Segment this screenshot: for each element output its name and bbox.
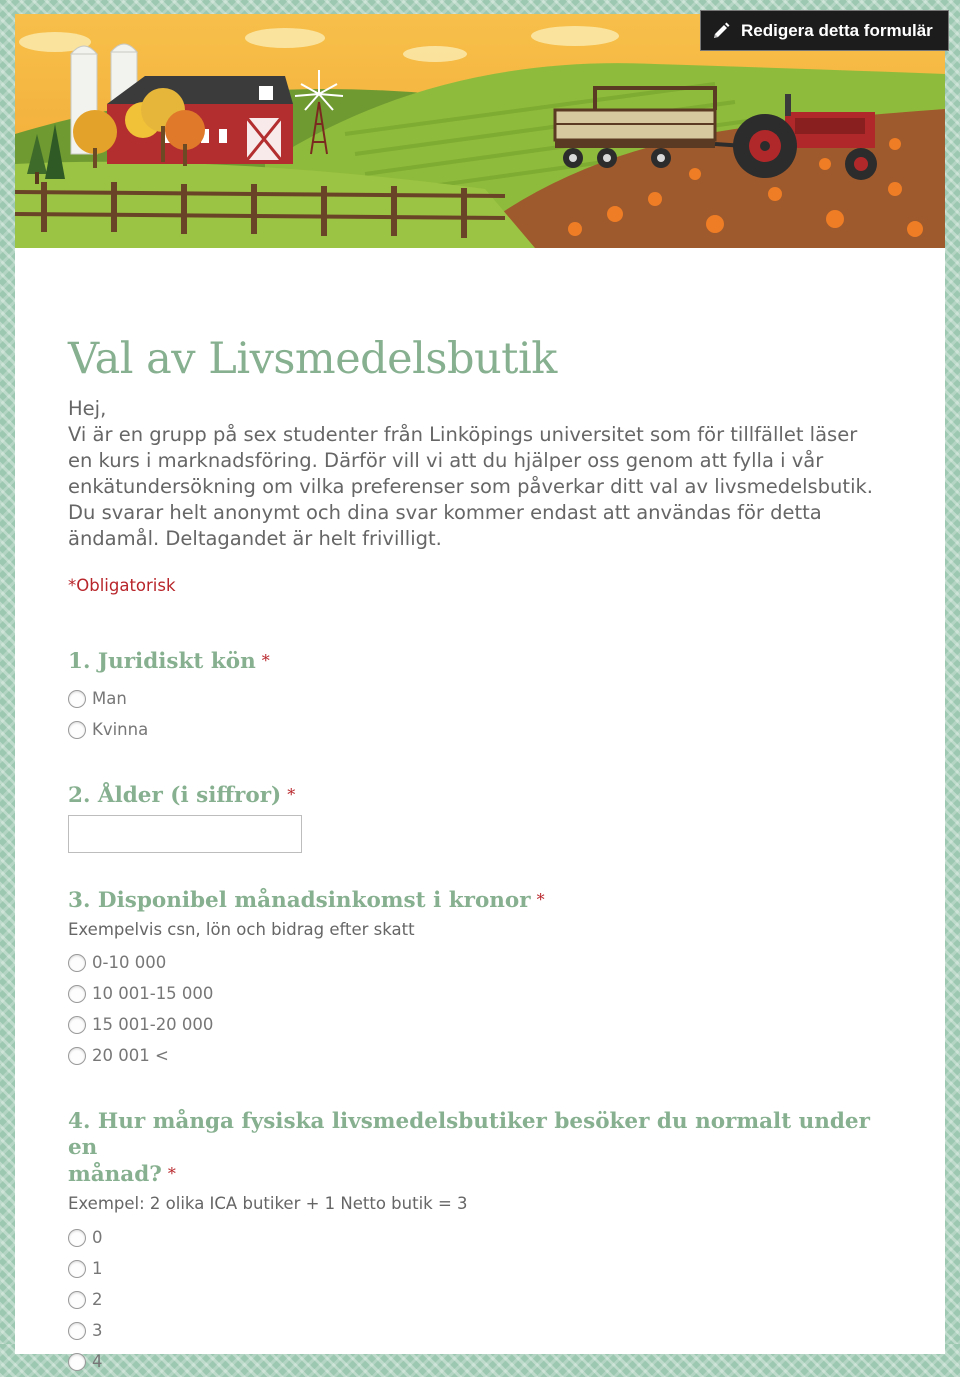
question-title-text: 4. Hur många fysiska livsmedelsbutiker besöker du normalt under en — [68, 1109, 870, 1160]
question-title-text: 1. Juridiskt kön — [68, 649, 256, 674]
question-title-text: månad? — [68, 1162, 162, 1187]
required-star: * — [536, 890, 545, 909]
required-star: * — [167, 1164, 176, 1183]
option-label: 15 001-20 000 — [92, 1015, 214, 1034]
question-store-count — [68, 1109, 898, 1377]
question-age — [68, 782, 898, 853]
option-label: 3 — [92, 1321, 103, 1340]
radio-button[interactable] — [68, 721, 86, 739]
option-label: 1 — [92, 1259, 103, 1278]
required-star: * — [287, 785, 296, 804]
required-star: * — [261, 651, 270, 670]
question-help-text: Exempel: 2 olika ICA butiker + 1 Netto butik = 3 — [68, 1194, 468, 1213]
radio-button[interactable] — [68, 954, 86, 972]
age-input[interactable] — [68, 815, 302, 853]
radio-option-kvinna[interactable] — [68, 714, 898, 745]
question-title — [68, 1109, 898, 1188]
form-card — [15, 14, 945, 1371]
question-title-text: 3. Disponibel månadsinkomst i kronor — [68, 888, 531, 913]
radio-option-count-2[interactable] — [68, 1284, 898, 1315]
form-description — [68, 396, 898, 552]
radio-option-count-3[interactable] — [68, 1315, 898, 1346]
description-line: en kurs i marknadsföring. Därför vill vi att du hjälper oss genom att fylla i vår — [68, 449, 824, 472]
radio-option-income-1[interactable] — [68, 947, 898, 978]
radio-button[interactable] — [68, 1322, 86, 1340]
radio-button[interactable] — [68, 1047, 86, 1065]
radio-button[interactable] — [68, 985, 86, 1003]
radio-button[interactable] — [68, 1291, 86, 1309]
description-line: Hej, — [68, 397, 107, 420]
radio-option-income-2[interactable] — [68, 978, 898, 1009]
radio-option-income-4[interactable] — [68, 1040, 898, 1071]
radio-button[interactable] — [68, 690, 86, 708]
radio-button[interactable] — [68, 1229, 86, 1247]
options-list — [68, 683, 898, 745]
radio-button[interactable] — [68, 1353, 86, 1371]
required-note: *Obligatorisk — [68, 576, 176, 595]
pencil-icon — [711, 21, 731, 41]
edit-form-button[interactable] — [700, 10, 949, 51]
option-label: 0-10 000 — [92, 953, 167, 972]
options-list — [68, 1222, 898, 1377]
options-list — [68, 947, 898, 1071]
option-label: 2 — [92, 1290, 103, 1309]
option-label: Kvinna — [92, 720, 149, 739]
radio-option-income-3[interactable] — [68, 1009, 898, 1040]
radio-option-man[interactable] — [68, 683, 898, 714]
question-income — [68, 887, 898, 1071]
description-line: Vi är en grupp på sex studenter från Linköpings universitet som för tillfället läser — [68, 423, 858, 446]
question-title-text: 2. Ålder (i siffror) — [68, 783, 282, 808]
radio-option-count-1[interactable] — [68, 1253, 898, 1284]
description-line: enkätundersökning om vilka preferenser som påverkar ditt val av livsmedelsbutik. — [68, 475, 873, 498]
option-label: Man — [92, 689, 127, 708]
question-title — [68, 887, 898, 914]
option-label: 0 — [92, 1228, 103, 1247]
question-help-text: Exempelvis csn, lön och bidrag efter skatt — [68, 920, 415, 939]
question-title — [68, 782, 898, 809]
description-line: Du svarar helt anonymt och dina svar kommer endast att användas för detta — [68, 501, 822, 524]
option-label: 4 — [92, 1352, 103, 1371]
option-label: 10 001-15 000 — [92, 984, 214, 1003]
radio-option-count-4[interactable] — [68, 1346, 898, 1377]
question-gender — [68, 648, 898, 745]
radio-button[interactable] — [68, 1016, 86, 1034]
option-label: 20 001 < — [92, 1046, 169, 1065]
radio-option-count-0[interactable] — [68, 1222, 898, 1253]
edit-form-label: Redigera detta formulär — [741, 20, 933, 40]
description-line: ändamål. Deltagandet är helt frivilligt. — [68, 527, 442, 550]
form-title: Val av Livsmedelsbutik — [68, 334, 557, 384]
question-title — [68, 648, 898, 675]
radio-button[interactable] — [68, 1260, 86, 1278]
